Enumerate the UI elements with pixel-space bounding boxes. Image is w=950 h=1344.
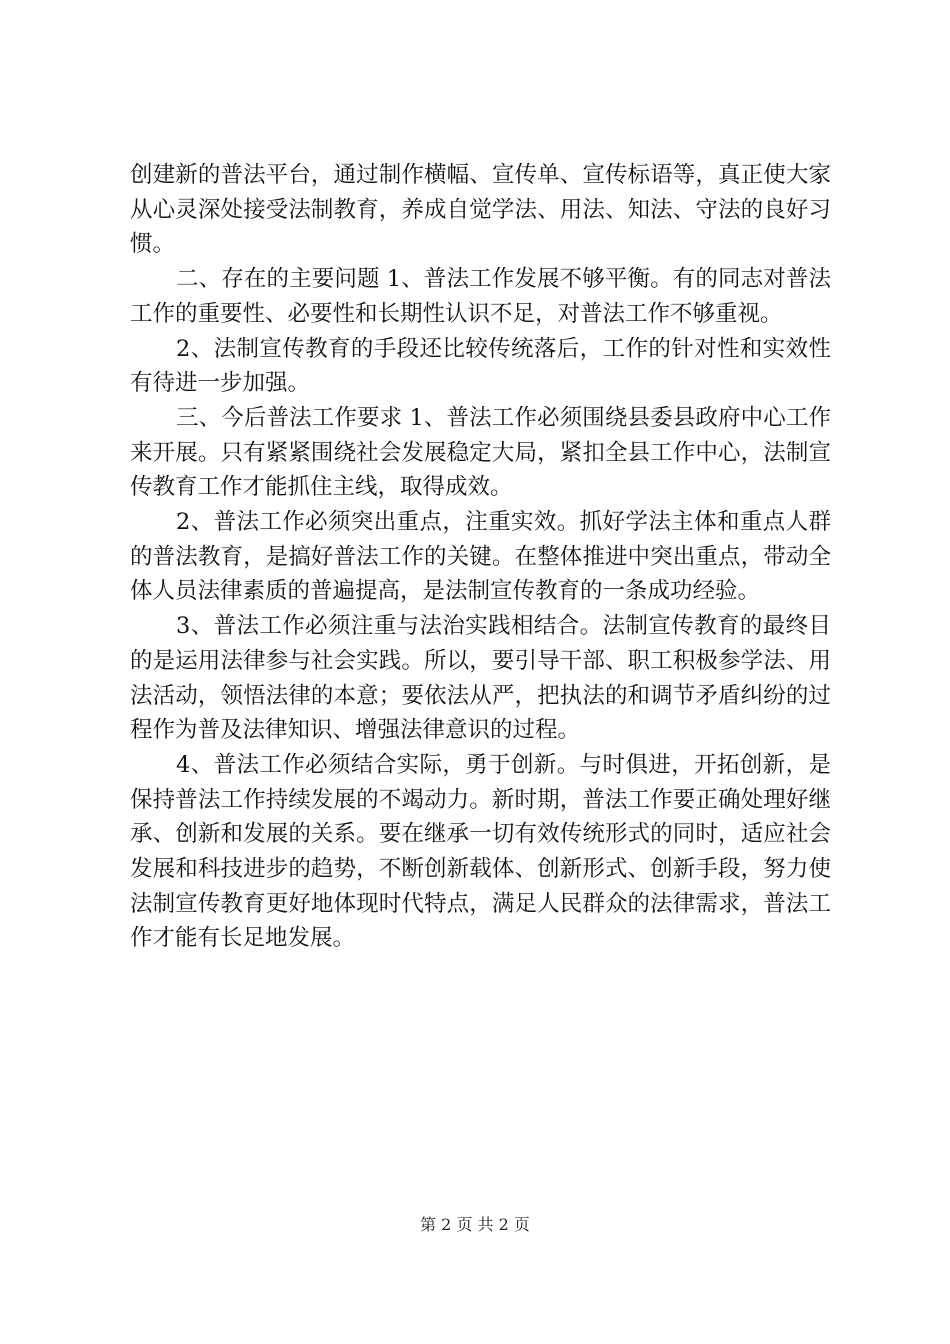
page-number-footer: 第 2 页 共 2 页 (420, 1215, 530, 1234)
paragraph-intro-continuation: 创建新的普法平台，通过制作横幅、宣传单、宣传标语等，真正使大家从心灵深处接受法制教育，养成自觉学法、用法、知法、守法的良好习惯。 (130, 162, 831, 258)
paragraph-requirement-3: 3、普法工作必须注重与法治实践相结合。法制宣传教育的最终目的是运用法律参与社会实践。所以，要引导干部、职工积极参学法、用法活动，领悟法律的本意；要依法从严，把执法的和调节矛盾纠纷的过程作为普及法律知识、增强法律意识的过程。 (130, 613, 831, 744)
document-body (130, 158, 831, 956)
paragraph-requirement-4: 4、普法工作必须结合实际，勇于创新。与时俱进，开拓创新，是保持普法工作持续发展的不竭动力。新时期，普法工作要正确处理好继承、创新和发展的关系。要在继承一切有效传统形式的同时，适应社会发展和科技进步的趋势，不断创新载体、创新形式、创新手段，努力使法制宣传教育更好地体现时代特点，满足人民群众的法律需求，普法工作才能有长足地发展。 (130, 751, 831, 952)
paragraph-requirement-2: 2、普法工作必须突出重点，注重实效。抓好学法主体和重点人群的普法教育，是搞好普法工作的关键。在整体推进中突出重点，带动全体人员法律素质的普遍提高，是法制宣传教育的一条成功经验。 (130, 509, 831, 605)
paragraph-main-problems: 二、存在的主要问题 1、普法工作发展不够平衡。有的同志对普法工作的重要性、必要性和长期性认识不足，对普法工作不够重视。 (130, 266, 831, 327)
paragraph-problem-2: 2、法制宣传教育的手段还比较传统落后，工作的针对性和实效性有待进一步加强。 (130, 335, 831, 397)
paragraph-requirements: 三、今后普法工作要求 1、普法工作必须围绕县委县政府中心工作来开展。只有紧紧围绕社会发展稳定大局，紧扣全县工作中心，法制宣传教育工作才能抓住主线，取得成效。 (130, 404, 831, 501)
